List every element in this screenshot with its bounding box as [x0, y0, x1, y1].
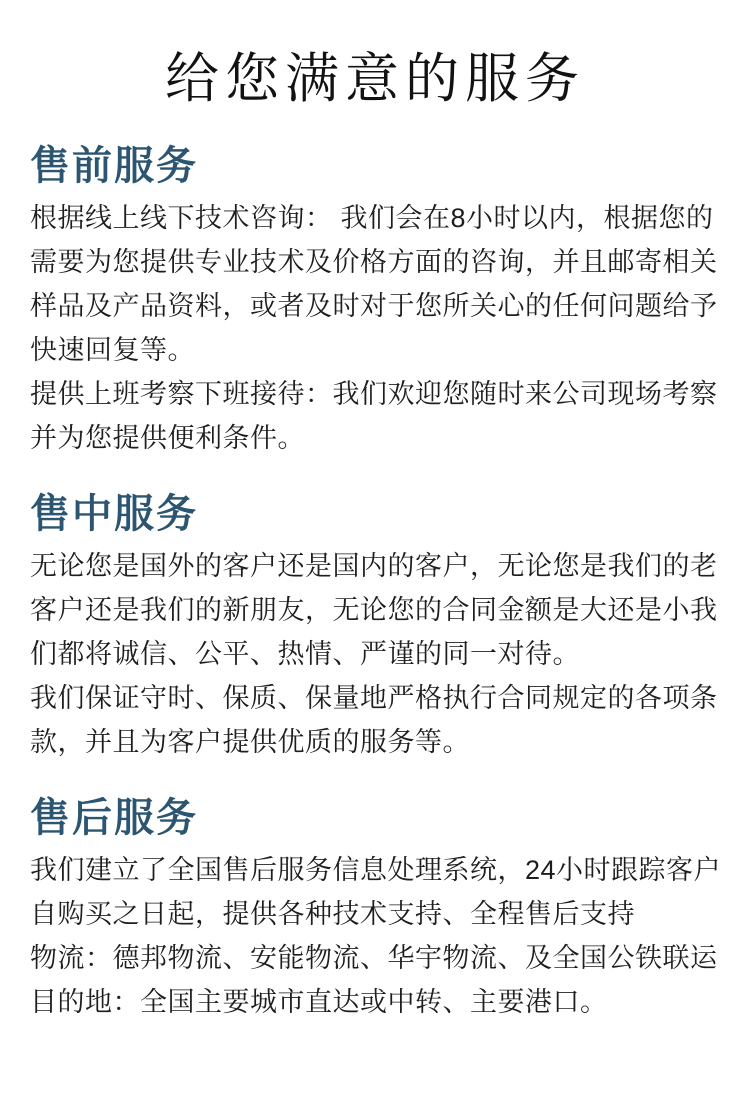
- body-line: 款，并且为客户提供优质的服务等。: [30, 727, 470, 757]
- body-line: 快速回复等。: [30, 335, 195, 365]
- page-title: 给您满意的服务: [165, 49, 585, 109]
- body-line: 提供上班考察下班接待：我们欢迎您随时来公司现场考察: [30, 379, 718, 409]
- section-heading-after-sale: 售后服务: [30, 796, 198, 840]
- body-line: 自购买之日起，提供各种技术支持、全程售后支持: [30, 899, 635, 929]
- section-after-sale: [30, 794, 720, 1024]
- section-heading-in-sale: 售中服务: [30, 492, 198, 536]
- section-pre-sale: [30, 142, 720, 460]
- body-line: 我们建立了全国售后服务信息处理系统，24小时跟踪客户: [30, 855, 722, 885]
- body-line: 需要为您提供专业技术及价格方面的咨询，并且邮寄相关: [30, 247, 718, 277]
- body-line: 我们保证守时、保质、保量地严格执行合同规定的各项条: [30, 683, 718, 713]
- body-line: 目的地：全国主要城市直达或中转、主要港口。: [30, 987, 608, 1017]
- body-line: 客户还是我们的新朋友，无论您的合同金额是大还是小我: [30, 595, 718, 625]
- body-line: 无论您是国外的客户还是国内的客户，无论您是我们的老: [30, 551, 718, 581]
- body-line: 并为您提供便利条件。: [30, 423, 305, 453]
- section-heading-pre-sale: 售前服务: [30, 144, 198, 188]
- section-body-after-sale: [30, 848, 720, 1024]
- body-line: 物流：德邦物流、安能物流、华宇物流、及全国公铁联运: [30, 943, 718, 973]
- section-in-sale: [30, 490, 720, 764]
- body-line: 根据线上线下技术咨询： 我们会在8小时以内，根据您的: [30, 203, 714, 233]
- section-body-in-sale: [30, 544, 720, 764]
- body-line: 们都将诚信、公平、热情、严谨的同一对待。: [30, 639, 580, 669]
- body-line: 样品及产品资料，或者及时对于您所关心的任何问题给予: [30, 291, 718, 321]
- section-body-pre-sale: [30, 196, 720, 460]
